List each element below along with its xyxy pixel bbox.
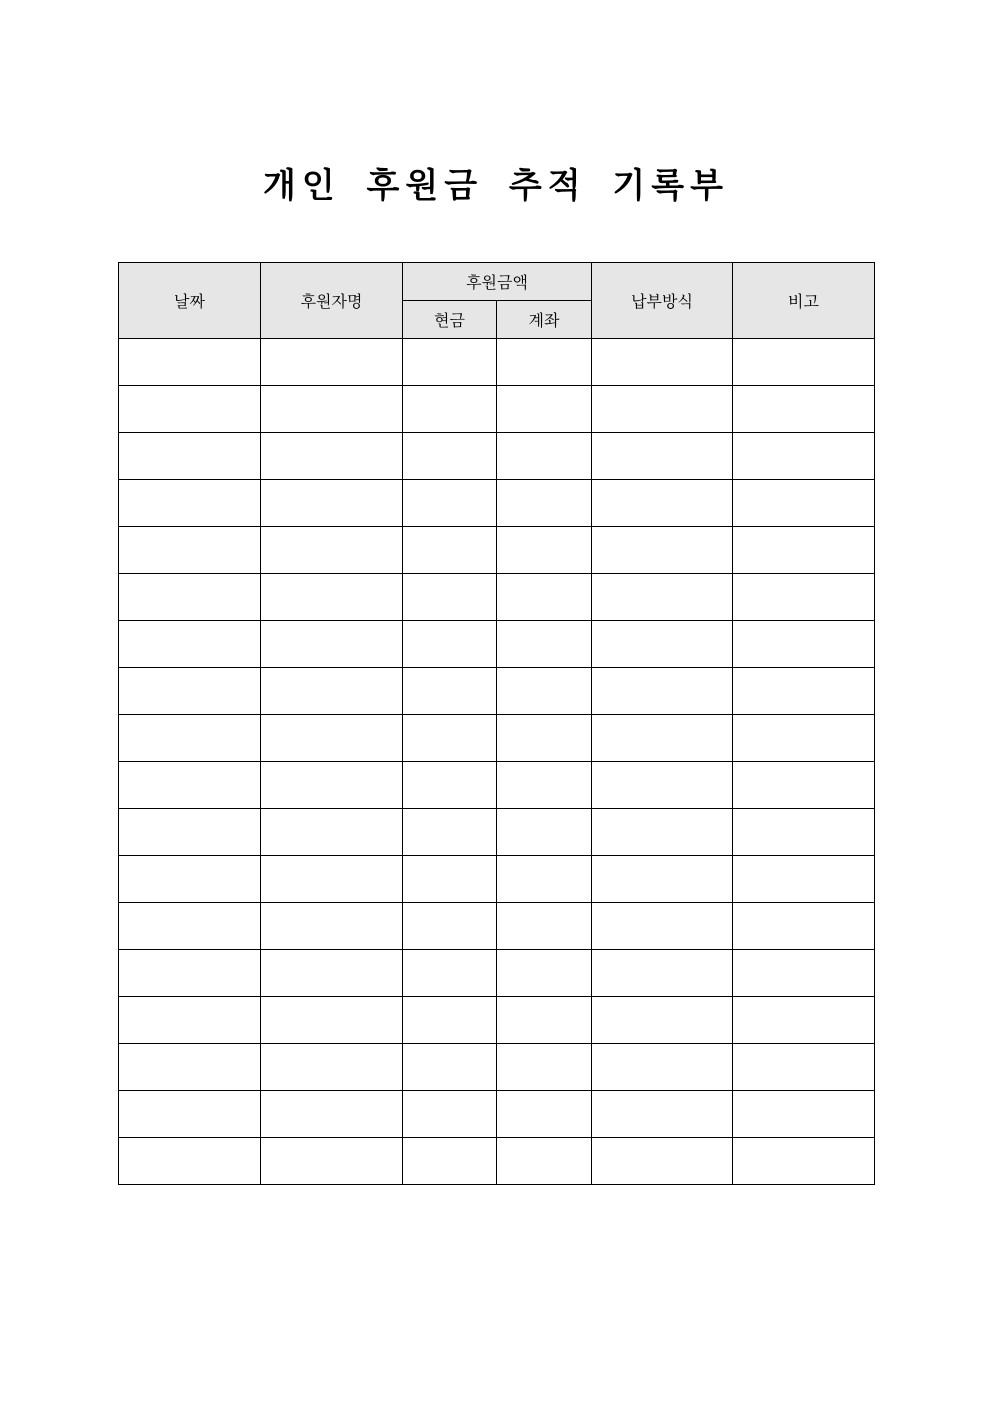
account-cell[interactable] [497,856,592,903]
cash-cell[interactable] [403,1044,497,1091]
account-cell[interactable] [497,621,592,668]
payment-method-cell[interactable] [592,621,733,668]
remarks-cell[interactable] [733,1138,875,1185]
cash-cell[interactable] [403,809,497,856]
table-row [119,480,875,527]
date-cell[interactable] [119,339,261,386]
sponsor-name-cell[interactable] [261,762,403,809]
remarks-cell[interactable] [733,668,875,715]
donation-ledger-table [118,262,875,1185]
cash-cell[interactable] [403,433,497,480]
cash-cell[interactable] [403,950,497,997]
table-row [119,997,875,1044]
payment-method-cell[interactable] [592,1044,733,1091]
sponsor-name-cell[interactable] [261,386,403,433]
table-row [119,762,875,809]
header-date: 날짜 [119,263,261,339]
date-cell[interactable] [119,433,261,480]
sponsor-name-cell[interactable] [261,856,403,903]
payment-method-cell[interactable] [592,668,733,715]
remarks-cell[interactable] [733,997,875,1044]
table-row [119,1091,875,1138]
remarks-cell[interactable] [733,621,875,668]
remarks-cell[interactable] [733,950,875,997]
account-cell[interactable] [497,903,592,950]
account-cell[interactable] [497,762,592,809]
cash-cell[interactable] [403,339,497,386]
account-cell[interactable] [497,527,592,574]
sponsor-name-cell[interactable] [261,433,403,480]
date-cell[interactable] [119,1138,261,1185]
payment-method-cell[interactable] [592,574,733,621]
header-remarks: 비고 [733,263,875,339]
table-row [119,386,875,433]
remarks-cell[interactable] [733,527,875,574]
account-cell[interactable] [497,480,592,527]
account-cell[interactable] [497,668,592,715]
date-cell[interactable] [119,903,261,950]
date-cell[interactable] [119,480,261,527]
table-row [119,1138,875,1185]
payment-method-cell[interactable] [592,856,733,903]
ledger-body [119,339,875,1185]
payment-method-cell[interactable] [592,339,733,386]
cash-cell[interactable] [403,903,497,950]
table-row [119,668,875,715]
remarks-cell[interactable] [733,574,875,621]
remarks-cell[interactable] [733,1091,875,1138]
date-cell[interactable] [119,809,261,856]
date-cell[interactable] [119,527,261,574]
payment-method-cell[interactable] [592,903,733,950]
sponsor-name-cell[interactable] [261,809,403,856]
cash-cell[interactable] [403,480,497,527]
header-sponsor-name: 후원자명 [261,263,403,339]
payment-method-cell[interactable] [592,433,733,480]
payment-method-cell[interactable] [592,527,733,574]
table-row [119,950,875,997]
sponsor-name-cell[interactable] [261,1091,403,1138]
payment-method-cell[interactable] [592,809,733,856]
table-row [119,574,875,621]
sponsor-name-cell[interactable] [261,715,403,762]
payment-method-cell[interactable] [592,997,733,1044]
table-row [119,809,875,856]
table-row [119,339,875,386]
remarks-cell[interactable] [733,386,875,433]
account-cell[interactable] [497,386,592,433]
table-row [119,621,875,668]
cash-cell[interactable] [403,386,497,433]
date-cell[interactable] [119,762,261,809]
sponsor-name-cell[interactable] [261,950,403,997]
account-cell[interactable] [497,950,592,997]
sponsor-name-cell[interactable] [261,527,403,574]
account-cell[interactable] [497,1044,592,1091]
remarks-cell[interactable] [733,762,875,809]
date-cell[interactable] [119,1044,261,1091]
cash-cell[interactable] [403,527,497,574]
account-cell[interactable] [497,715,592,762]
table-row [119,433,875,480]
cash-cell[interactable] [403,1138,497,1185]
date-cell[interactable] [119,950,261,997]
sponsor-name-cell[interactable] [261,903,403,950]
sponsor-name-cell[interactable] [261,1138,403,1185]
page-title: 개인 후원금 추적 기록부 [263,166,729,206]
sponsor-name-cell[interactable] [261,574,403,621]
cash-cell[interactable] [403,621,497,668]
sponsor-name-cell[interactable] [261,339,403,386]
remarks-cell[interactable] [733,480,875,527]
sponsor-name-cell[interactable] [261,668,403,715]
cash-cell[interactable] [403,997,497,1044]
sponsor-name-cell[interactable] [261,1044,403,1091]
remarks-cell[interactable] [733,433,875,480]
cash-cell[interactable] [403,762,497,809]
sponsor-name-cell[interactable] [261,997,403,1044]
payment-method-cell[interactable] [592,480,733,527]
date-cell[interactable] [119,1091,261,1138]
account-cell[interactable] [497,809,592,856]
remarks-cell[interactable] [733,903,875,950]
payment-method-cell[interactable] [592,386,733,433]
date-cell[interactable] [119,997,261,1044]
table-row [119,856,875,903]
account-cell[interactable] [497,1091,592,1138]
cash-cell[interactable] [403,715,497,762]
payment-method-cell[interactable] [592,950,733,997]
header-payment-method: 납부방식 [592,263,733,339]
cash-cell[interactable] [403,574,497,621]
sponsor-name-cell[interactable] [261,621,403,668]
date-cell[interactable] [119,621,261,668]
date-cell[interactable] [119,386,261,433]
date-cell[interactable] [119,715,261,762]
header-cash: 현금 [403,301,497,339]
account-cell[interactable] [497,574,592,621]
table-row [119,715,875,762]
table-row [119,527,875,574]
table-row [119,903,875,950]
remarks-cell[interactable] [733,339,875,386]
payment-method-cell[interactable] [592,1138,733,1185]
account-cell[interactable] [497,997,592,1044]
payment-method-cell[interactable] [592,1091,733,1138]
remarks-cell[interactable] [733,809,875,856]
cash-cell[interactable] [403,856,497,903]
date-cell[interactable] [119,668,261,715]
header-amount-group: 후원금액 [403,263,592,301]
date-cell[interactable] [119,856,261,903]
remarks-cell[interactable] [733,856,875,903]
table-row [119,1044,875,1091]
header-account: 계좌 [497,301,592,339]
cash-cell[interactable] [403,668,497,715]
cash-cell[interactable] [403,1091,497,1138]
account-cell[interactable] [497,1138,592,1185]
remarks-cell[interactable] [733,715,875,762]
sponsor-name-cell[interactable] [261,480,403,527]
remarks-cell[interactable] [733,1044,875,1091]
payment-method-cell[interactable] [592,715,733,762]
payment-method-cell[interactable] [592,762,733,809]
account-cell[interactable] [497,339,592,386]
date-cell[interactable] [119,574,261,621]
account-cell[interactable] [497,433,592,480]
